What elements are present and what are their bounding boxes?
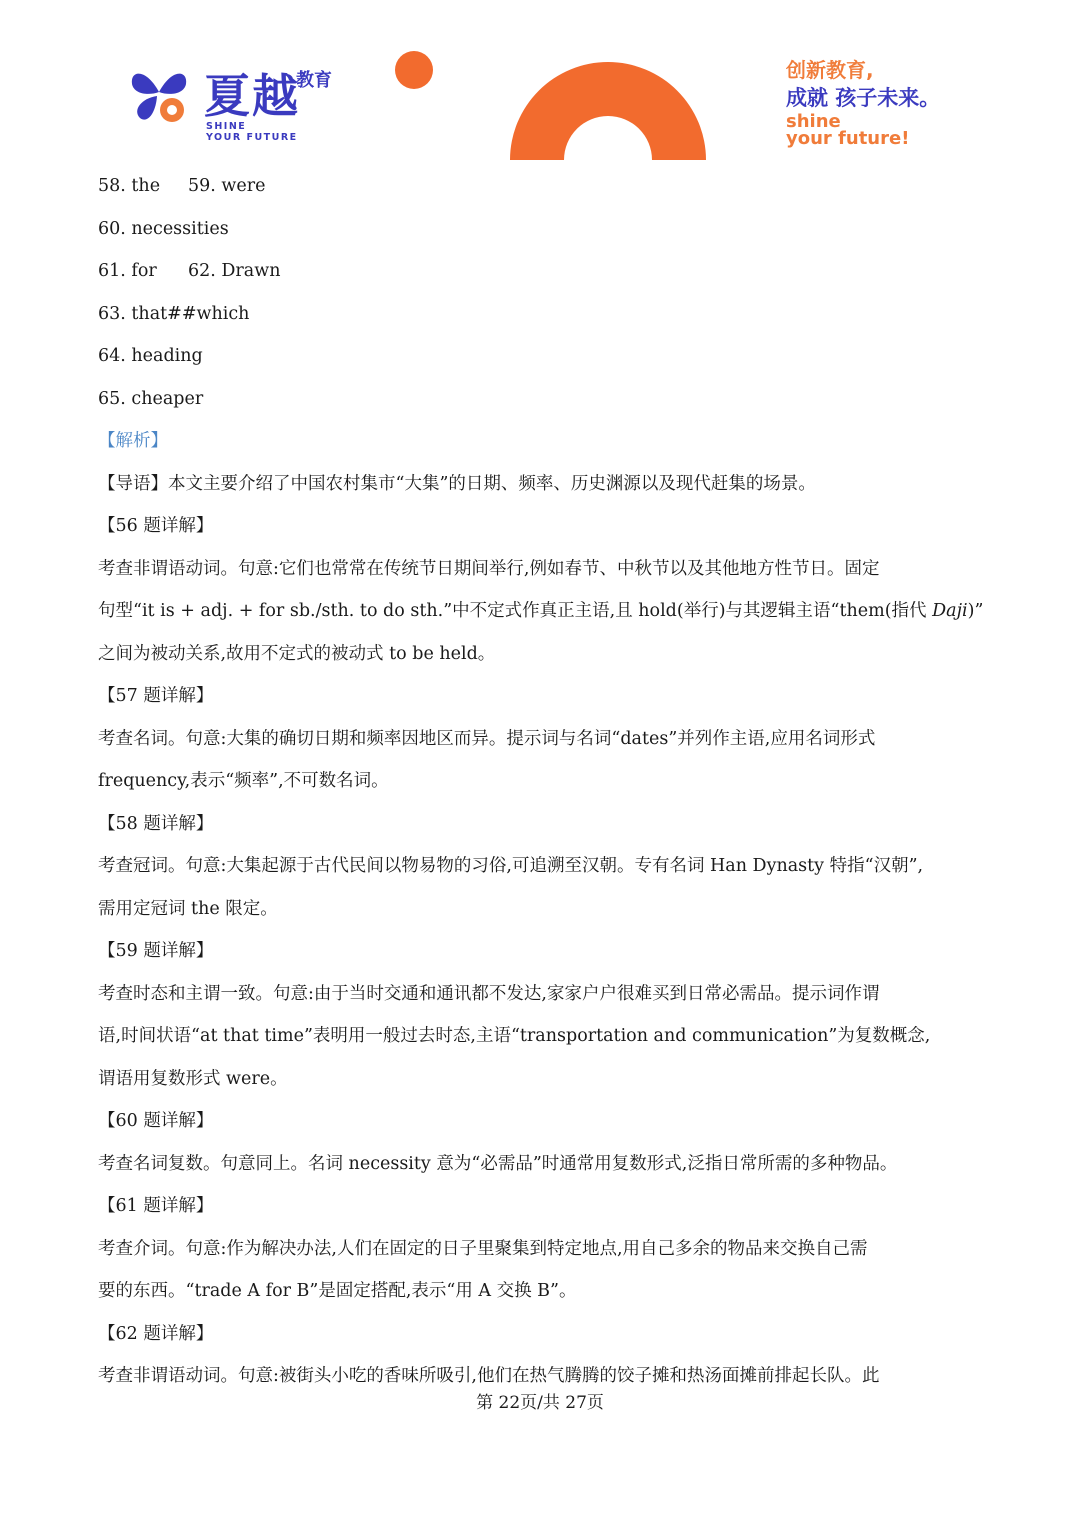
section-title: 【61 题详解】 (98, 1196, 214, 1216)
answer-63: 63. that##which (98, 303, 250, 324)
section-title: 【60 题详解】 (98, 1111, 214, 1131)
answer-65: 65. cheaper (98, 388, 204, 409)
slogan-line4: your future! (786, 128, 910, 149)
slogan-line2: 成就 孩子未来。 (786, 86, 941, 110)
answer-line (98, 250, 988, 293)
page-header (0, 0, 1080, 175)
answer-61: 61. for (98, 261, 157, 281)
section-text-line: 考查非谓语动词。句意:被街头小吃的香味所吸引,他们在热气腾腾的饺子摊和热汤面摊前排起长队。此 (98, 1366, 880, 1386)
answer-58: 58. the (98, 176, 161, 196)
section-text-line: 考查冠词。句意:大集起源于古代民间以物易物的习俗,可追溯至汉朝。专有名词 Han Dynasty 特指“汉朝”, (98, 856, 924, 876)
answer-62: 62. Drawn (188, 261, 281, 281)
section-text-line: 语,时间状语“at that time”表明用一般过去时态,主语“transportation and communication”为复数概念, (98, 1026, 931, 1046)
section-title: 【58 题详解】 (98, 813, 214, 834)
section-text-line: 要的东西。“trade A for B”是固定搭配,表示“用 A 交换 B”。 (98, 1281, 577, 1301)
butterfly-logo-icon (126, 62, 192, 128)
explanation-sections (98, 505, 988, 1398)
answer-line (98, 335, 988, 378)
section-text-line: 考查介词。句意:作为解决办法,人们在固定的日子里聚集到特定地点,用自己多余的物品来交换自己需 (98, 1238, 868, 1259)
brand-tagline (206, 121, 298, 143)
section-text-line: 谓语用复数形式 were。 (98, 1068, 288, 1089)
analysis-label: 【解析】 (98, 431, 168, 451)
section-text-line: 需用定冠词 the 限定。 (98, 898, 278, 919)
answer-line (98, 378, 988, 421)
answer-59: 59. were (188, 176, 266, 196)
section-text-line: frequency,表示“频率”,不可数名词。 (98, 771, 389, 791)
answer-64: 64. heading (98, 346, 203, 366)
section-text-line: 考查时态和主谓一致。句意:由于当时交通和通讯都不发达,家家户户很难买到日常必需品。提示词作谓 (98, 983, 880, 1004)
section-title: 【57 题详解】 (98, 686, 214, 706)
slogan-line3: shine (786, 111, 841, 132)
brand-edu: 教育 (296, 70, 332, 91)
slogan-line1: 创新教育, (786, 58, 874, 82)
answer-line (98, 293, 988, 336)
decorative-shapes (380, 40, 730, 165)
brand-name: 夏越 (204, 69, 300, 123)
brand-tagline-line1: SHINE (206, 121, 247, 132)
page-number: 第 22页/共 27页 (476, 1393, 604, 1413)
section-title: 【62 题详解】 (98, 1323, 214, 1344)
section-text-line: 考查名词。句意:大集的确切日期和频率因地区而异。提示词与名词“dates”并列作主语,应用名词形式 (98, 728, 876, 749)
section-text-line: 考查名词复数。句意同上。名词 necessity 意为“必需品”时通常用复数形式,泛指日常所需的多种物品。 (98, 1153, 898, 1174)
section-title: 【56 题详解】 (98, 516, 214, 536)
document-body (98, 165, 988, 1398)
slogan (786, 56, 1026, 148)
answer-line (98, 208, 988, 251)
brand-tagline-line2: YOUR FUTURE (206, 132, 298, 143)
section-title: 【59 题详解】 (98, 941, 214, 961)
section-text-line: 考查非谓语动词。句意:它们也常常在传统节日期间举行,例如春节、中秋节以及其他地方性节日。固定 (98, 558, 880, 579)
italic-term: Daji (932, 601, 968, 621)
section-text-line: 句型“it is + adj. + for sb./sth. to do sth.”中不定式作真正主语,且 hold(举行)与其逻辑主语“them(指代 Daji)” (98, 601, 984, 621)
answer-60: 60. necessities (98, 218, 229, 239)
answer-line (98, 165, 988, 208)
section-text-line: 之间为被动关系,故用不定式的被动式 to be held。 (98, 643, 496, 664)
intro-text: 【导语】本文主要介绍了中国农村集市“大集”的日期、频率、历史渊源以及现代赶集的场景。 (98, 473, 816, 494)
